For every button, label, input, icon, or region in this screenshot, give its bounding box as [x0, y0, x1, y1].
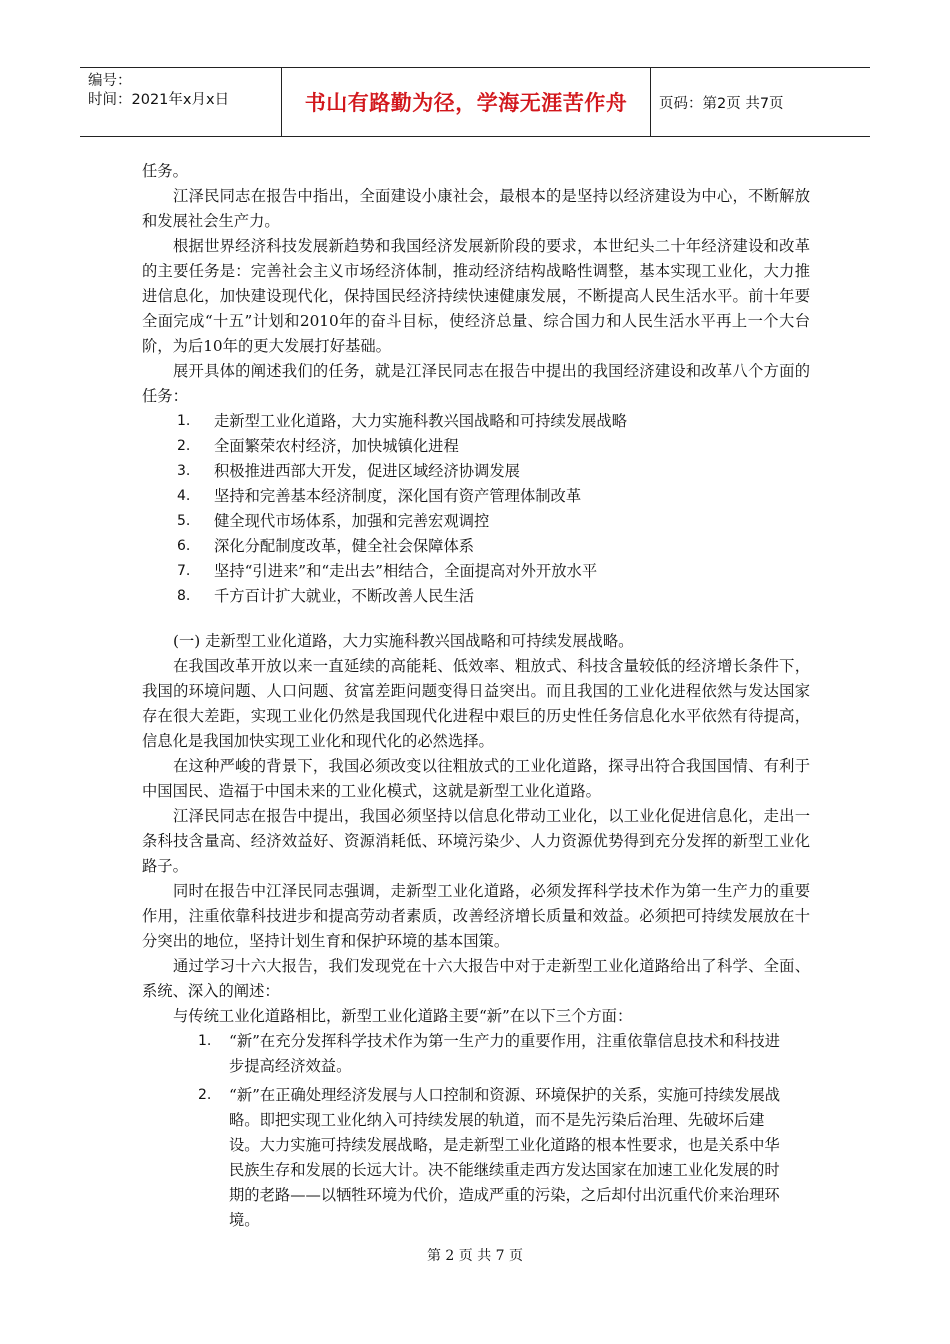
paragraph: 在这种严峻的背景下，我国必须改变以往粗放式的工业化道路，探寻出符合我国国情、有利于中国国民、造福于中国未来的工业化模式，这就是新型工业化道路。 [142, 757, 810, 800]
list-item [142, 409, 810, 434]
page-header [80, 67, 870, 137]
document-number-label: 编号： [88, 73, 132, 89]
list-text: 全面繁荣农村经济，加快城镇化进程 [214, 437, 459, 455]
paragraph: 展开具体的阐述我们的任务，就是江泽民同志在报告中提出的我国经济建设和改革八个方面的任务： [142, 362, 810, 405]
document-body [142, 159, 810, 1233]
list-number: 3. [177, 463, 191, 479]
list-text: 坚持“引进来”和“走出去”相结合，全面提高对外开放水平 [214, 562, 598, 580]
header-meta [80, 68, 281, 136]
header-page-info: 页码：第2页 共7页 [659, 95, 784, 112]
document-date: 时间：2021年x月x日 [88, 92, 230, 108]
list-text: 健全现代市场体系，加强和完善宏观调控 [214, 512, 490, 530]
list-item [198, 1083, 792, 1233]
list-text: 积极推进西部大开发，促进区域经济协调发展 [214, 462, 520, 480]
list-text: 深化分配制度改革，健全社会保障体系 [214, 537, 475, 555]
paragraph: 任务。 [142, 162, 188, 180]
section-heading: (一) 走新型工业化道路，大力实施科教兴国战略和可持续发展战略。 [173, 632, 634, 650]
list-number: 4. [177, 488, 191, 504]
new-aspects-list [142, 1029, 810, 1233]
list-text: 千方百计扩大就业，不断改善人民生活 [214, 587, 475, 605]
task-list [142, 409, 810, 609]
list-item [142, 434, 810, 459]
list-item [142, 484, 810, 509]
paragraph: 江泽民同志在报告中提出，我国必须坚持以信息化带动工业化，以工业化促进信息化，走出一条科技含量高、经济效益好、资源消耗低、环境污染少、人力资源优势得到充分发挥的新型工业化路子。 [142, 807, 810, 875]
list-text: 走新型工业化道路，大力实施科教兴国战略和可持续发展战略 [214, 412, 628, 430]
header-motto-cell [281, 68, 651, 136]
paragraph: 通过学习十六大报告，我们发现党在十六大报告中对于走新型工业化道路给出了科学、全面、系统、深入的阐述： [142, 957, 810, 1000]
list-text: “新”在正确处理经济发展与人口控制和资源、环境保护的关系，实施可持续发展战略。即把实现工业化纳入可持续发展的轨道，而不是先污染后治理、先破坏后建设。大力实施可持续发展战略，是走新型工业化道路的根本性要求，也是关系中华民族生存和发展的长远大计。决不能继续重走西方发达国家在加速工业化发展的时期的老路——以牺牲环境为代价，造成严重的污染，之后却付出沉重代价来治理环境。 [229, 1086, 781, 1229]
page-footer: 第 2 页 共 7 页 [426, 1248, 524, 1264]
paragraph: 同时在报告中江泽民同志强调，走新型工业化道路，必须发挥科学技术作为第一生产力的重要作用，注重依靠科技进步和提高劳动者素质，改善经济增长质量和效益。必须把可持续发展放在十分突出的地位，坚持计划生育和保护环境的基本国策。 [142, 882, 810, 950]
list-number: 7. [177, 563, 191, 579]
list-text: “新”在充分发挥科学技术作为第一生产力的重要作用，注重依靠信息技术和科技进步提高经济效益。 [229, 1032, 781, 1075]
list-number: 1. [198, 1033, 212, 1049]
paragraph: 在我国改革开放以来一直延续的高能耗、低效率、粗放式、科技含量较低的经济增长条件下，我国的环境问题、人口问题、贫富差距问题变得日益突出。而且我国的工业化进程依然与发达国家存在很大差距，实现工业化仍然是我国现代化进程中艰巨的历史性任务信息化水平依然有待提高，信息化是我国加快实现工业化和现代化的必然选择。 [142, 657, 810, 750]
list-number: 2. [177, 438, 191, 454]
list-number: 8. [177, 588, 191, 604]
header-motto: 书山有路勤为径，学海无涯苦作舟 [304, 91, 628, 115]
paragraph: 根据世界经济科技发展新趋势和我国经济发展新阶段的要求，本世纪头二十年经济建设和改革的主要任务是：完善社会主义市场经济体制，推动经济结构战略性调整，基本实现工业化，大力推进信息化，加快建设现代化，保持国民经济持续快速健康发展，不断提高人民生活水平。前十年要全面完成“十五”计划和2010年的奋斗目标，使经济总量、综合国力和人民生活水平再上一个大台阶，为后10年的更大发展打好基础。 [142, 237, 810, 355]
list-number: 6. [177, 538, 191, 554]
list-number: 1. [177, 413, 191, 429]
list-item [142, 534, 810, 559]
spacer [142, 609, 810, 629]
list-number: 5. [177, 513, 191, 529]
paragraph: 江泽民同志在报告中指出，全面建设小康社会，最根本的是坚持以经济建设为中心，不断解放和发展社会生产力。 [142, 187, 810, 230]
list-item [142, 559, 810, 584]
list-item [198, 1029, 792, 1079]
paragraph: 与传统工业化道路相比，新型工业化道路主要“新”在以下三个方面： [173, 1007, 633, 1025]
list-text: 坚持和完善基本经济制度，深化国有资产管理体制改革 [214, 487, 582, 505]
list-item [142, 459, 810, 484]
list-item [142, 584, 810, 609]
list-item [142, 509, 810, 534]
list-number: 2. [198, 1087, 212, 1103]
